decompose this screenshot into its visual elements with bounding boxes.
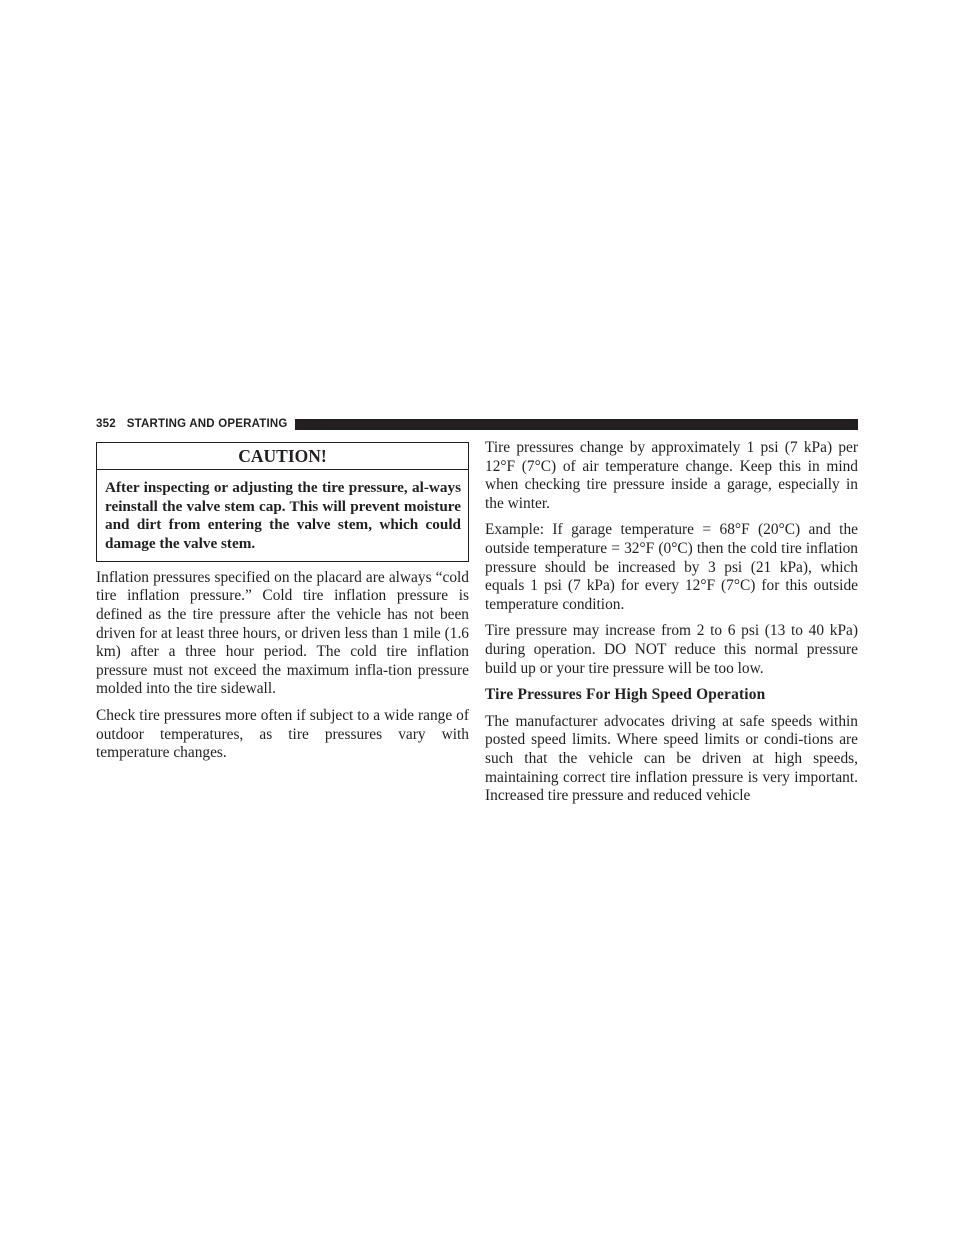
page-number: 352 (96, 418, 116, 430)
caution-title: CAUTION! (97, 443, 468, 470)
header-rule (295, 419, 858, 430)
paragraph-pressure-change: Tire pressures change by approximately 1 psi (7 kPa) per 12°F (7°C) of air temperature change. Keep this in mind when checking tire pressure inside a garage, especially in the winter. (485, 439, 858, 512)
paragraph-high-speed: The manufacturer advocates driving at safe speeds within posted speed limits. Where speed limits or condi-tions are such that the vehicle can be driven at high speeds, maintaining correct tire inflation pressure is very important. Increased tire pressure and reduced vehicle (485, 712, 858, 805)
caution-box (96, 442, 469, 562)
paragraph-example: Example: If garage temperature = 68°F (20°C) and the outside temperature = 32°F (0°C) then the cold tire inflation pressure should be increased by 3 psi (21 kPa), which equals 1 psi (7 kPa) for every 12°F (7°C) for this outside temperature condition. (485, 521, 858, 613)
right-column (485, 439, 858, 806)
section-title: STARTING AND OPERATING (126, 418, 288, 430)
caution-text: After inspecting or adjusting the tire pressure, al-ways reinstall the valve stem cap. This will prevent moisture and dirt from entering the valve stem, which could damage the valve stem. (105, 479, 461, 553)
left-column (96, 442, 469, 763)
page-header (96, 417, 858, 431)
paragraph-cold-inflation: Inflation pressures specified on the placard are always “cold tire inflation pressure.” Cold tire inflation pressure is defined as the tire pressure after the vehicle has not been driven for at least three hours, or driven less than 1 mile (1.6 km) after a three hour period. The cold tire inflation pressure must not exceed the maximum infla-tion pressure molded into the tire sidewall. (96, 568, 469, 698)
paragraph-pressure-increase: Tire pressure may increase from 2 to 6 psi (13 to 40 kPa) during operation. DO NOT reduce this normal pressure build up or your tire pressure will be too low. (485, 622, 858, 677)
paragraph-check-pressures: Check tire pressures more often if subject to a wide range of outdoor temperatures, as tire pressures vary with temperature changes. (96, 706, 469, 762)
subheading-high-speed: Tire Pressures For High Speed Operation (485, 686, 766, 704)
